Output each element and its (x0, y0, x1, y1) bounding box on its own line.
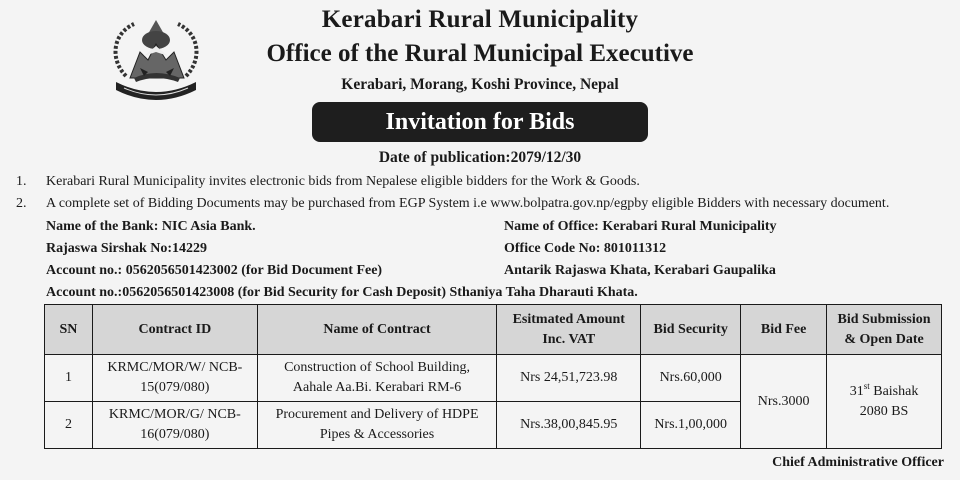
table-header-row (45, 305, 942, 355)
rajaswa-sirshak: Rajaswa Sirshak No:14229 (46, 241, 208, 256)
cell-sn: 1 (45, 355, 93, 402)
municipality-name: Kerabari Rural Municipality (321, 6, 639, 33)
cell-bid-security: Nrs.60,000 (641, 355, 741, 402)
publication-date: Date of publication:2079/12/30 (378, 149, 582, 166)
office-address: Kerabari, Morang, Koshi Province, Nepal (341, 76, 619, 93)
cell-bid-security: Nrs.1,00,000 (641, 402, 741, 449)
header-estimated-amount (497, 305, 641, 355)
submission-date-day (830, 382, 938, 402)
contract-name-line1: Construction of School Building, (284, 360, 470, 375)
bids-table (44, 304, 942, 449)
contract-id-line2: 15(079/080) (140, 380, 210, 395)
header-sn: SN (45, 305, 93, 355)
notice-title: Invitation for Bids (312, 102, 648, 142)
contract-name-line2: Pipes & Accessories (319, 427, 435, 442)
cell-bid-fee: Nrs.3000 (741, 355, 827, 449)
signatory-title: Chief Administrative Officer (772, 455, 944, 470)
revenue-khata: Antarik Rajaswa Khata, Kerabari Gaupalika (504, 263, 776, 278)
header-amount-line1: Esitmated Amount (512, 311, 625, 327)
office-code: Office Code No: 801011312 (504, 241, 667, 256)
cell-contract-id (92, 355, 257, 402)
paragraph-number: 1. (16, 174, 27, 189)
header-contract-id: Contract ID (92, 305, 257, 355)
bank-name: Name of the Bank: NIC Asia Bank. (46, 219, 256, 234)
header-bid-submission (827, 305, 942, 355)
account-bid-document-fee: Account no.: 0562056501423002 (for Bid Document Fee) (46, 263, 383, 278)
paragraph-number: 2. (16, 196, 27, 211)
office-name-info: Name of Office: Kerabari Rural Municipality (504, 219, 777, 234)
header-submission-line2: & Open Date (844, 331, 924, 347)
header-bid-fee: Bid Fee (741, 305, 827, 355)
header-bid-security: Bid Security (641, 305, 741, 355)
header-contract-name: Name of Contract (257, 305, 497, 355)
date-day: 31 (849, 383, 864, 399)
date-month: Baishak (869, 383, 919, 399)
cell-bid-submission-date (827, 355, 942, 449)
office-name: Office of the Rural Municipal Executive (266, 40, 694, 67)
header-submission-line1: Bid Submission (837, 311, 931, 327)
cell-sn: 2 (45, 402, 93, 449)
cell-contract-id (92, 402, 257, 449)
contract-id-line1: KRMC/MOR/G/ NCB- (108, 407, 241, 422)
table-row (45, 355, 942, 402)
header-amount-line2: Inc. VAT (542, 331, 596, 347)
cell-estimated-amount: Nrs 24,51,723.98 (497, 355, 641, 402)
contract-id-line2: 16(079/080) (140, 427, 210, 442)
cell-estimated-amount: Nrs.38,00,845.95 (497, 402, 641, 449)
paragraph-text: A complete set of Bidding Documents may be purchased from EGP System i.e www.bolpatra.gov.np/egpby eligible Bidders with necessary document. (46, 196, 890, 211)
account-bid-security: Account no.:0562056501423008 (for Bid Security for Cash Deposit) Sthaniya Taha Dharauti Khata. (46, 285, 638, 300)
paragraph-text: Kerabari Rural Municipality invites electronic bids from Nepalese eligible bidders for the Work & Goods. (46, 174, 640, 189)
submission-date-year: 2080 BS (859, 403, 909, 419)
cell-contract-name (257, 402, 497, 449)
contract-name-line2: Aahale Aa.Bi. Kerabari RM-6 (292, 380, 462, 395)
cell-contract-name (257, 355, 497, 402)
contract-id-line1: KRMC/MOR/W/ NCB- (107, 360, 243, 375)
date-ordinal: st (863, 380, 870, 391)
contract-name-line1: Procurement and Delivery of HDPE (275, 407, 479, 422)
